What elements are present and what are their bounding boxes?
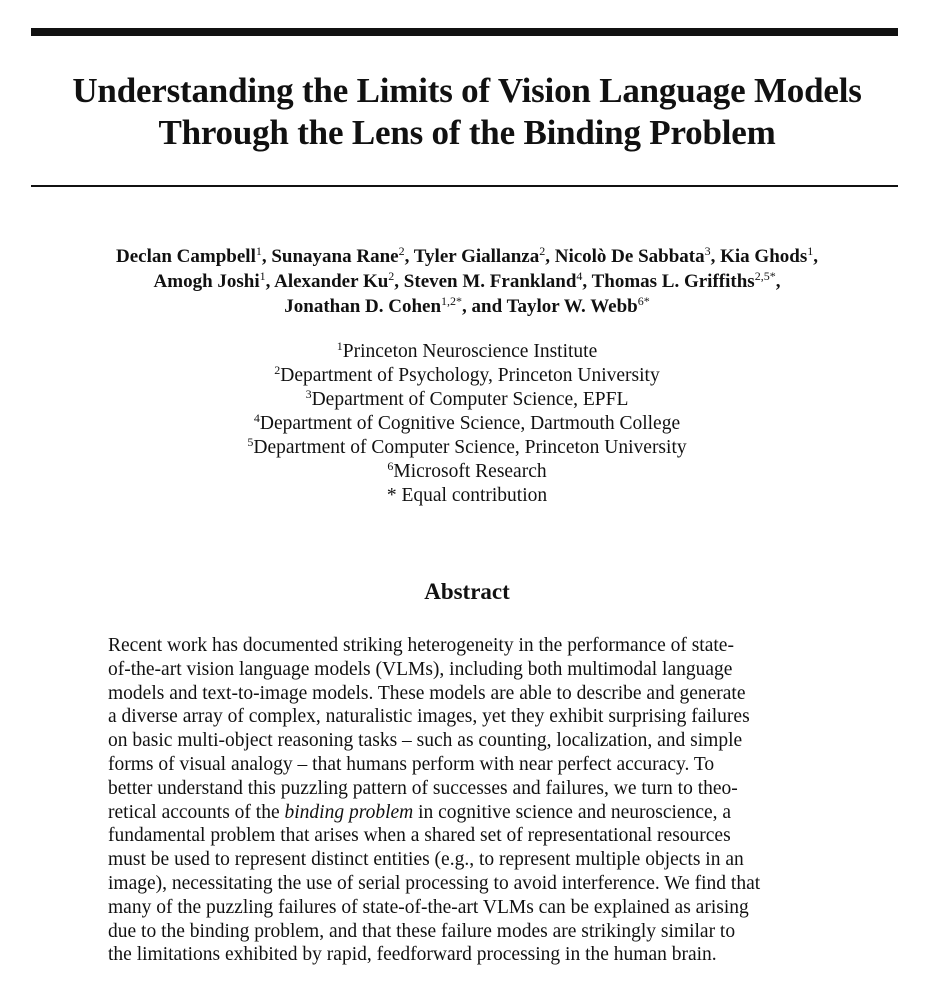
affiliation-text: * Equal contribution [386, 485, 548, 506]
affiliation-line [0, 364, 934, 388]
bottom-rule [31, 185, 898, 187]
affiliation-marker: 5 [247, 435, 254, 449]
title-line-2: Through the Lens of the Binding Problem [158, 113, 776, 152]
affiliation-line [0, 460, 934, 484]
author-affiliation-marker: 2,5* [754, 269, 776, 283]
author-name: Tyler Giallanza [413, 246, 540, 267]
abstract-line [108, 943, 822, 967]
author-separator: , [261, 246, 272, 267]
abstract-line [108, 634, 822, 658]
author-separator: , [813, 246, 818, 267]
abstract-text: must be used to represent distinct entities (e.g., to represent multiple objects in an [108, 849, 744, 871]
author-separator: , [582, 271, 592, 292]
abstract-line [108, 777, 822, 801]
affiliation-text: Princeton Neuroscience Institute [342, 341, 598, 362]
abstract-text: the limitations exhibited by rapid, feedforward processing in the human brain. [108, 944, 717, 966]
title-line-1: Understanding the Limits of Vision Language Models [72, 71, 862, 110]
author-separator: , [404, 246, 414, 267]
author-affiliation-marker: 1 [807, 244, 814, 258]
abstract-text: due to the binding problem, and that these failure modes are strikingly similar to [108, 920, 736, 942]
abstract-emphasis: binding problem [284, 801, 414, 823]
abstract-line [108, 824, 822, 848]
abstract-text: fundamental problem that arises when a shared set of representational resources [108, 825, 731, 847]
abstract-text: in cognitive science and neuroscience, a [413, 801, 732, 823]
author-name: Taylor W. Webb [506, 296, 638, 317]
author-affiliation-marker: 1 [259, 269, 266, 283]
abstract-text: many of the puzzling failures of state-of-the-art VLMs can be explained as arising [108, 896, 749, 918]
author-separator: , [545, 246, 555, 267]
author-line-2 [0, 269, 934, 294]
abstract-line [108, 896, 822, 920]
affiliation-text: Department of Cognitive Science, Dartmouth College [259, 413, 681, 434]
affiliation-marker: 4 [253, 411, 260, 425]
abstract-line [108, 920, 822, 944]
affiliation-text: Department of Computer Science, EPFL [311, 389, 629, 410]
affiliation-marker: 6 [387, 459, 394, 473]
author-line-1 [0, 244, 934, 269]
author-affiliation-marker: 2 [398, 244, 405, 258]
author-name: Alexander Ku [274, 271, 389, 292]
affiliation-line [0, 388, 934, 412]
affiliation-text: Microsoft Research [393, 461, 547, 482]
affiliation-text: Department of Computer Science, Princeton University [253, 437, 687, 458]
abstract-text: retical accounts of the [108, 801, 285, 823]
author-name: Kia Ghods [720, 246, 808, 267]
affiliation-marker: 1 [336, 339, 343, 353]
abstract-line [108, 658, 822, 682]
author-separator: , [394, 271, 404, 292]
author-list [0, 244, 934, 319]
author-affiliation-marker: 2 [539, 244, 546, 258]
affiliation-line [0, 340, 934, 364]
abstract-text: of-the-art vision language models (VLMs), including both multimodal language [108, 658, 733, 680]
author-affiliation-marker: 6* [637, 294, 650, 308]
author-separator: , [265, 271, 275, 292]
affiliation-line [0, 412, 934, 436]
author-affiliation-marker: 3 [704, 244, 711, 258]
affiliation-text: Department of Psychology, Princeton University [280, 365, 660, 386]
abstract-text: a diverse array of complex, naturalistic images, yet they exhibit surprising failures [108, 706, 750, 728]
abstract-text: models and text-to-image models. These models are able to describe and generate [108, 682, 746, 704]
abstract-line [108, 753, 822, 777]
author-affiliation-marker: 2 [388, 269, 395, 283]
affiliation-list [0, 340, 934, 508]
author-name: Jonathan D. Cohen [284, 296, 442, 317]
author-name: Amogh Joshi [153, 271, 260, 292]
abstract-text: image), necessitating the use of serial processing to avoid interference. We find that [108, 872, 761, 894]
author-name: Nicolò De Sabbata [554, 246, 705, 267]
affiliation-marker: 3 [305, 387, 312, 401]
abstract-line [108, 872, 822, 896]
author-separator: , [710, 246, 721, 267]
top-rule [31, 28, 898, 36]
abstract-text: on basic multi-object reasoning tasks – such as counting, localization, and simple [108, 730, 743, 752]
author-affiliation-marker: 1 [255, 244, 262, 258]
affiliation-marker: 2 [274, 363, 281, 377]
author-separator: , [775, 271, 781, 292]
affiliation-line [0, 484, 934, 508]
author-line-3 [0, 294, 934, 319]
abstract-line [108, 705, 822, 729]
abstract-line [108, 682, 822, 706]
author-affiliation-marker: 4 [576, 269, 583, 283]
abstract-text: forms of visual analogy – that humans perform with near perfect accuracy. To [108, 753, 715, 775]
abstract-text: better understand this puzzling pattern of successes and failures, we turn to theo- [108, 777, 738, 799]
author-name: Declan Campbell [116, 246, 256, 267]
author-name: Sunayana Rane [271, 246, 399, 267]
paper-title [0, 70, 934, 154]
abstract-heading: Abstract [424, 579, 510, 604]
author-affiliation-marker: 1,2* [441, 294, 463, 308]
author-name: Steven M. Frankland [403, 271, 577, 292]
author-separator: , and [462, 296, 507, 317]
abstract-line [108, 729, 822, 753]
author-name: Thomas L. Griffiths [591, 271, 755, 292]
abstract-line [108, 848, 822, 872]
abstract-body [108, 634, 822, 967]
abstract-text: Recent work has documented striking heterogeneity in the performance of state- [108, 635, 734, 656]
affiliation-line [0, 436, 934, 460]
abstract-line [108, 801, 822, 825]
